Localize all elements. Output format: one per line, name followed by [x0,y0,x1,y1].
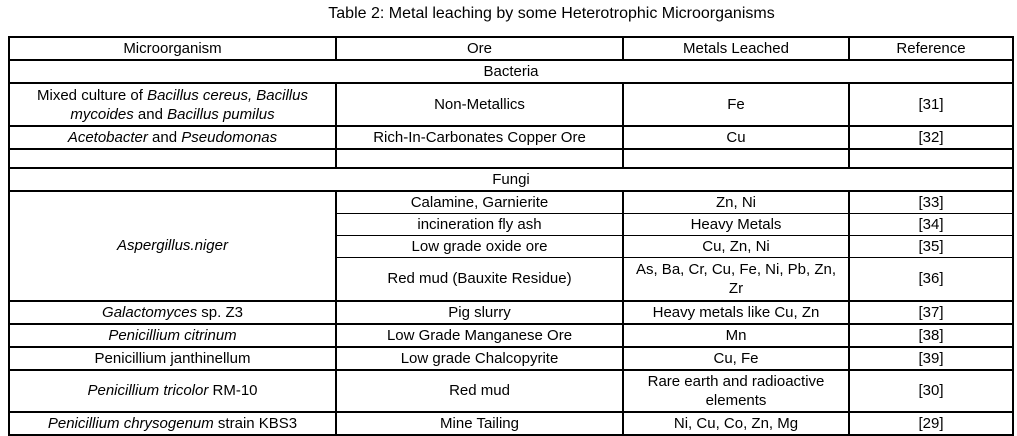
cell-metals: Cu, Zn, Ni [623,236,849,258]
table-row [9,370,1013,412]
cell-ore: Low grade Chalcopyrite [336,347,623,370]
cell-microorganism: Penicillium janthinellum [9,347,336,370]
text-segment: and [147,129,182,146]
section-row-bacteria [9,60,1013,83]
text-segment: and [133,105,168,123]
cell-reference: [38] [849,324,1013,347]
cell-reference: [29] [849,412,1013,435]
cell-ore: Calamine, Garnierite [336,191,623,214]
table-row [9,126,1013,149]
table-row [9,412,1013,435]
header-row [9,37,1013,60]
table-row [9,324,1013,347]
cell-ore: Red mud [336,370,623,412]
empty-cell [9,149,336,168]
col-header-ore: Ore [336,37,623,60]
cell-metals: Cu, Fe [623,347,849,370]
cell-ore: Red mud (Bauxite Residue) [336,258,623,301]
cell-microorganism [9,412,336,435]
table-row [9,347,1013,370]
text-segment: RM-10 [208,382,258,399]
text-segment: Penicillium tricolor [87,382,209,399]
cell-reference: [31] [849,83,1013,126]
text-segment: sp. Z3 [197,303,243,321]
text-segment: Bacillus pumilus [167,105,275,123]
cell-ore: Non-Metallics [336,83,623,126]
table-row [9,83,1013,126]
section-label-bacteria: Bacteria [9,60,1013,83]
section-row-fungi [9,168,1013,191]
cell-microorganism [9,301,336,324]
col-header-microorganism: Microorganism [9,37,336,60]
empty-row [9,149,1013,168]
cell-metals: Heavy Metals [623,214,849,236]
col-header-metals: Metals Leached [623,37,849,60]
cell-metals: Ni, Cu, Co, Zn, Mg [623,412,849,435]
cell-reference: [36] [849,258,1013,301]
cell-reference: [33] [849,191,1013,214]
cell-metals: Heavy metals like Cu, Zn [623,301,849,324]
table-row [9,301,1013,324]
text-segment: Acetobacter [67,129,148,146]
text-segment: Pseudomonas [181,129,278,146]
cell-ore: incineration fly ash [336,214,623,236]
cell-reference: [34] [849,214,1013,236]
cell-ore: Low Grade Manganese Ore [336,324,623,347]
empty-cell [336,149,623,168]
cell-ore: Pig slurry [336,301,623,324]
cell-metals: As, Ba, Cr, Cu, Fe, Ni, Pb, Zn, Zr [623,258,849,301]
cell-metals: Cu [623,126,849,149]
text-segment: Penicillium chrysogenum [47,414,214,432]
cell-reference: [37] [849,301,1013,324]
leaching-table [8,36,1014,436]
cell-microorganism: Penicillium citrinum [9,324,336,347]
cell-ore: Rich-In-Carbonates Copper Ore [336,126,623,149]
cell-ore: Low grade oxide ore [336,236,623,258]
cell-metals: Rare earth and radioactive elements [623,370,849,412]
cell-microorganism [9,126,336,149]
cell-metals: Mn [623,324,849,347]
cell-microorganism [9,370,336,412]
cell-reference: [32] [849,126,1013,149]
text-segment: strain KBS3 [213,414,298,432]
empty-cell [849,149,1013,168]
section-label-fungi: Fungi [9,168,1013,191]
cell-metals: Fe [623,83,849,126]
empty-cell [623,149,849,168]
text-segment: Bacillus cereus, Bacillus mycoides [70,86,308,123]
cell-metals: Zn, Ni [623,191,849,214]
page-title: Table 2: Metal leaching by some Heterotrophic Microorganisms [328,5,775,22]
table-row [9,191,1013,214]
cell-microorganism: Aspergillus.niger [9,191,336,301]
col-header-reference: Reference [849,37,1013,60]
cell-reference: [35] [849,236,1013,258]
cell-microorganism [9,83,336,126]
cell-reference: [30] [849,370,1013,412]
text-segment: Mixed culture of [37,86,148,104]
cell-reference: [39] [849,347,1013,370]
cell-ore: Mine Tailing [336,412,623,435]
text-segment: Galactomyces [102,303,198,321]
